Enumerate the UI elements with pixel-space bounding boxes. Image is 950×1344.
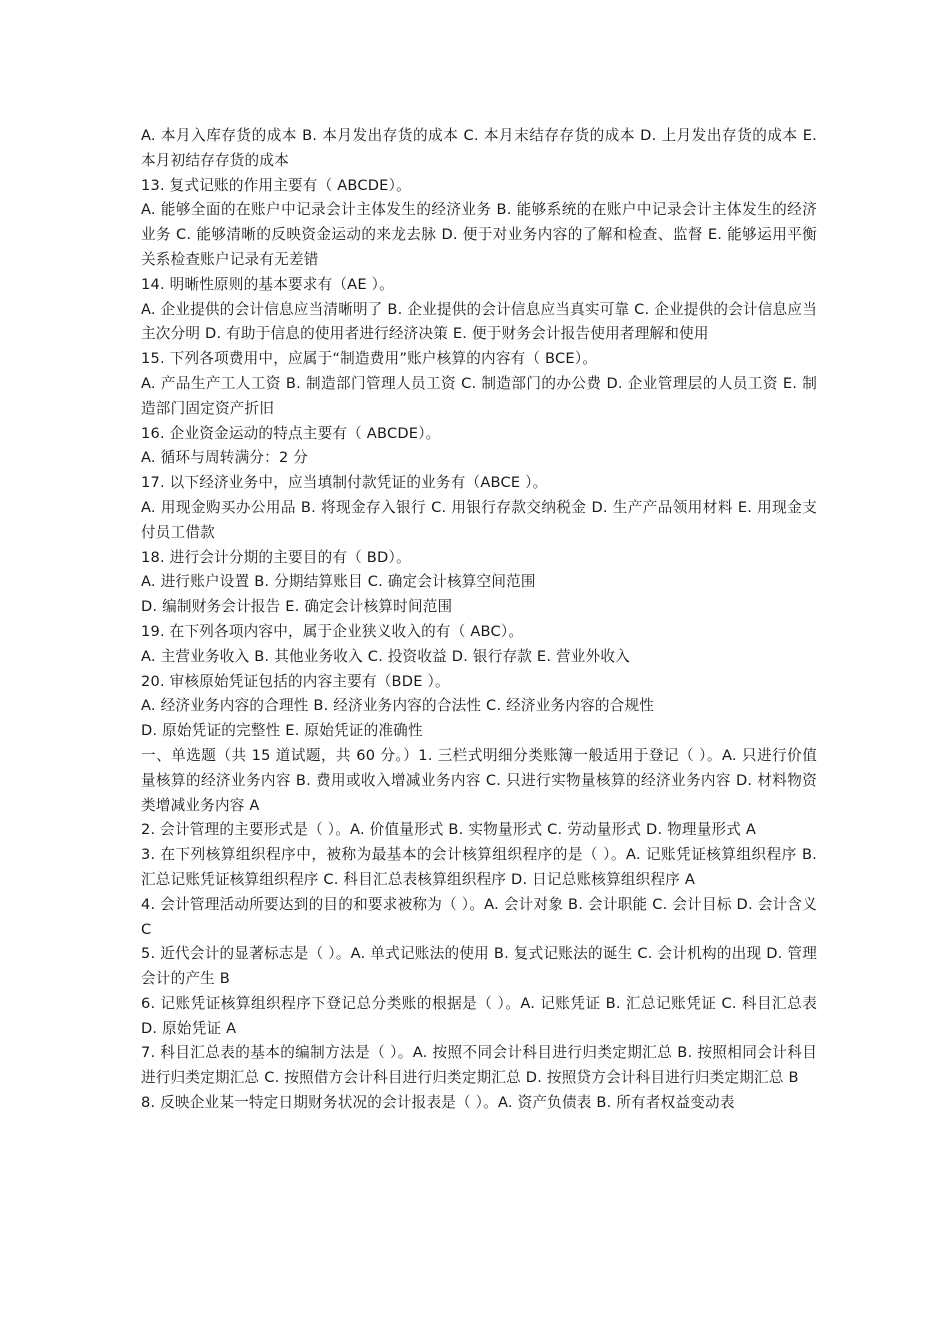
paragraph-q16-options: A. 循环与周转满分：2 分 [141, 449, 309, 467]
paragraph-q17-options: A. 用现金购买办公用品 B. 将现金存入银行 C. 用银行存款交纳税金 D. 生产产品领用材料 E. 用现金支付员工借款 [141, 498, 817, 541]
paragraph-sc-q2: 2. 会计管理的主要形式是（ ）。A. 价值量形式 B. 实物量形式 C. 劳动量形式 D. 物理量形式 A [141, 821, 757, 839]
paragraph-q20-options-a: A. 经济业务内容的合理性 B. 经济业务内容的合法性 C. 经济业务内容的合规性 [141, 697, 655, 715]
paragraph-q15: 15. 下列各项费用中，应属于“制造费用”账户核算的内容有（ BCE）。 [141, 350, 598, 368]
document-page [141, 124, 817, 1116]
paragraph-q18-options-b: D. 编制财务会计报告 E. 确定会计核算时间范围 [141, 598, 453, 616]
paragraph-sc-q5: 5. 近代会计的显著标志是（ ）。A. 单式记账法的使用 B. 复式记账法的诞生 C. 会计机构的出现 D. 管理会计的产生 B [141, 945, 817, 988]
paragraph-sc-q6: 6. 记账凭证核算组织程序下登记总分类账的根据是（ ）。A. 记账凭证 B. 汇总记账凭证 C. 科目汇总表 D. 原始凭证 A [141, 994, 817, 1037]
paragraph-sc-q4: 4. 会计管理活动所要达到的目的和要求被称为（ ）。A. 会计对象 B. 会计职能 C. 会计目标 D. 会计含义 C [141, 895, 817, 938]
paragraph-sc-q8: 8. 反映企业某一特定日期财务状况的会计报表是（ ）。A. 资产负债表 B. 所有者权益变动表 [141, 1094, 735, 1112]
paragraph-q12-options: A. 本月入库存货的成本 B. 本月发出存货的成本 C. 本月末结存存货的成本 D. 上月发出存货的成本 E. 本月初结存存货的成本 [141, 127, 817, 169]
paragraph-q17: 17. 以下经济业务中，应当填制付款凭证的业务有（ABCE ）。 [141, 474, 548, 492]
paragraph-q14: 14. 明晰性原则的基本要求有（AE ）。 [141, 275, 394, 293]
paragraph-q20-options-b: D. 原始凭证的完整性 E. 原始凭证的准确性 [141, 722, 423, 740]
paragraph-section-single-choice-q1: 一、单选题（共 15 道试题，共 60 分。）1. 三栏式明细分类账簿一般适用于登记（ ）。A. 只进行价值量核算的经济业务内容 B. 费用或收入增减业务内容 C. 只进行实物量核算的经济业务内容 D. 材料物资类增减业务内容 A [141, 746, 817, 814]
paragraph-q19: 19. 在下列各项内容中，属于企业狭义收入的有（ ABC）。 [141, 622, 524, 640]
paragraph-sc-q3: 3. 在下列核算组织程序中，被称为最基本的会计核算组织程序的是（ ）。A. 记账凭证核算组织程序 B. 汇总记账凭证核算组织程序 C. 科目汇总表核算组织程序 D. 日记总账核算组织程序 A [141, 846, 817, 888]
paragraph-q14-options: A. 企业提供的会计信息应当清晰明了 B. 企业提供的会计信息应当真实可靠 C. 企业提供的会计信息应当主次分明 D. 有助于信息的使用者进行经济决策 E. 便于财务会计报告使用者理解和使用 [141, 300, 817, 343]
paragraph-q18-options-a: A. 进行账户设置 B. 分期结算账目 C. 确定会计核算空间范围 [141, 573, 536, 591]
paragraph-sc-q7: 7. 科目汇总表的基本的编制方法是（ ）。A. 按照不同会计科目进行归类定期汇总 B. 按照相同会计科目进行归类定期汇总 C. 按照借方会计科目进行归类定期汇总 D. 按照贷方会计科目进行归类定期汇总 B [141, 1044, 817, 1087]
paragraph-q20: 20. 审核原始凭证包括的内容主要有（BDE ）。 [141, 672, 450, 690]
paragraph-q18: 18. 进行会计分期的主要目的有（ BD）。 [141, 548, 411, 566]
paragraph-q13: 13. 复式记账的作用主要有（ ABCDE）。 [141, 176, 411, 194]
paragraph-q16: 16. 企业资金运动的特点主要有（ ABCDE）。 [141, 424, 441, 442]
paragraph-q15-options: A. 产品生产工人工资 B. 制造部门管理人员工资 C. 制造部门的办公费 D. 企业管理层的人员工资 E. 制造部门固定资产折旧 [141, 374, 817, 417]
paragraph-q19-options: A. 主营业务收入 B. 其他业务收入 C. 投资收益 D. 银行存款 E. 营业外收入 [141, 647, 630, 665]
paragraph-q13-options: A. 能够全面的在账户中记录会计主体发生的经济业务 B. 能够系统的在账户中记录会计主体发生的经济业务 C. 能够清晰的反映资金运动的来龙去脉 D. 便于对业务内容的了解和检查、监督 E. 能够运用平衡关系检查账户记录有无差错 [141, 201, 817, 268]
